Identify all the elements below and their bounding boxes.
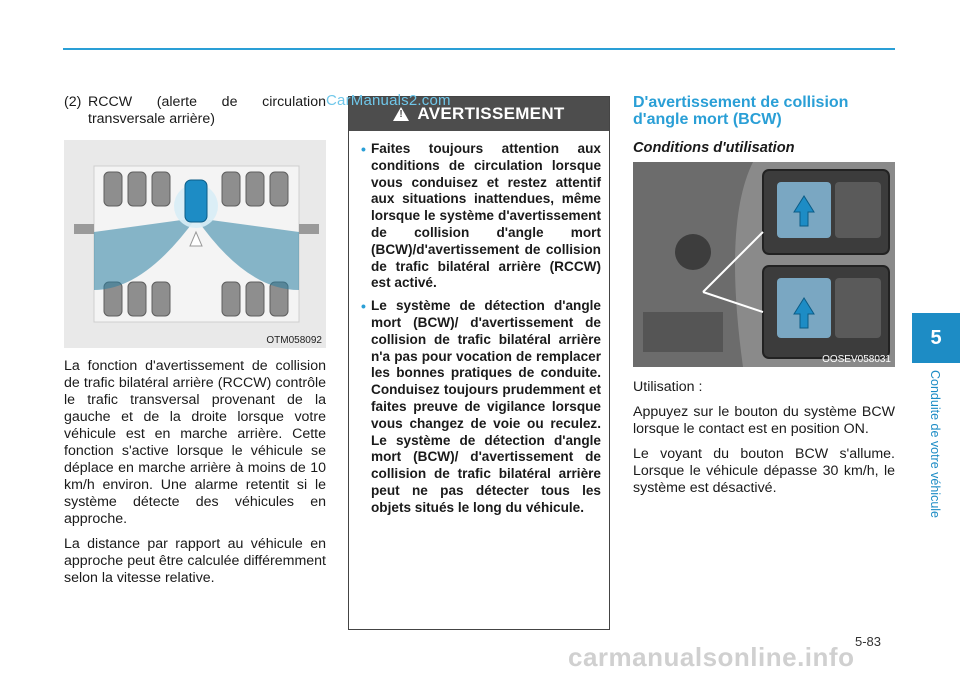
warning-body bbox=[349, 131, 609, 517]
bcw-button-photo bbox=[633, 162, 895, 367]
warning-item bbox=[361, 298, 601, 516]
warning-triangle-icon bbox=[393, 107, 409, 121]
right-column bbox=[633, 94, 895, 505]
section-subtitle: Conditions d'utilisation bbox=[633, 140, 795, 156]
bullet-icon: • bbox=[361, 298, 366, 315]
warning-item-text: Faites toujours attention aux conditions de circulation lorsque vous conduisez et restez attentif aux situations inattendues, même lorsque le système d'avertissement de collision d'angle mort (BCW)/d'avertissement de collision de trafic bilatéral arrière (RCCW) est activé. bbox=[371, 141, 601, 291]
paragraph-rccw-description: La fonction d'avertissement de collision de trafic bilatéral arrière (RCCW) contrôle le trafic transversal provenant de la gauche et de la droite lorsque votre véhicule est en marche arrière. Cette fonction s'active lorsque le véhicule se déplace en marche arrière à moins de 10 km/h environ. Une alarme retentit si le système détecte des véhicules en approche. bbox=[64, 358, 326, 527]
chapter-tab: 5 bbox=[912, 313, 960, 363]
chapter-tab-label: Conduite de votre véhicule bbox=[928, 370, 942, 519]
paragraph-distance-note: La distance par rapport au véhicule en approche peut être calculée différemment selon la vitesse relative. bbox=[64, 536, 326, 586]
item-number: (2) bbox=[64, 94, 82, 110]
warning-title: AVERTISSEMENT bbox=[417, 104, 565, 123]
warning-item bbox=[361, 141, 601, 292]
parking-lot-diagram bbox=[64, 140, 326, 348]
warning-box bbox=[348, 96, 610, 630]
figure-caption: OOSEV058031 bbox=[822, 354, 891, 365]
warning-item-text: Le système de détection d'angle mort (BCW)/ d'avertissement de collision de trafic bilatéral arrière n'a pas pour vocation de remplacer les bonnes pratiques de conduite. Conduisez toujours prudemment et faites preuve de vigilance lorsque vous changez de voie ou reculez. Le système de détection d'angle mort (BCW)/ d'avertissement de collision de trafic bilatéral arrière peut ne pas détecter tous les objets situés le long du véhicule. bbox=[371, 298, 601, 515]
top-rule bbox=[63, 48, 895, 50]
paragraph-usage-label: Utilisation : bbox=[633, 379, 703, 395]
figure-caption: OTM058092 bbox=[266, 335, 322, 346]
bullet-icon: • bbox=[361, 141, 366, 157]
footer-watermark: carmanualsonline.info bbox=[568, 642, 855, 672]
paragraph-usage-note: Le voyant du bouton BCW s'allume. Lorsque le véhicule dépasse 30 km/h, le système est désactivé. bbox=[633, 446, 895, 496]
paragraph-usage-step: Appuyez sur le bouton du système BCW lorsque le contact est en position ON. bbox=[633, 404, 895, 437]
list-item-rccw bbox=[64, 94, 326, 128]
section-title: D'avertissement de collision d'angle mort (BCW) bbox=[633, 94, 849, 128]
watermark-top: CarManuals2.com bbox=[326, 92, 451, 109]
rccw-illustration bbox=[64, 140, 326, 348]
page-number: 5-83 bbox=[855, 634, 882, 649]
dashboard-illustration bbox=[633, 162, 895, 367]
left-column bbox=[64, 94, 326, 595]
item-text: RCCW (alerte de circulation transversale arrière) bbox=[88, 94, 326, 127]
